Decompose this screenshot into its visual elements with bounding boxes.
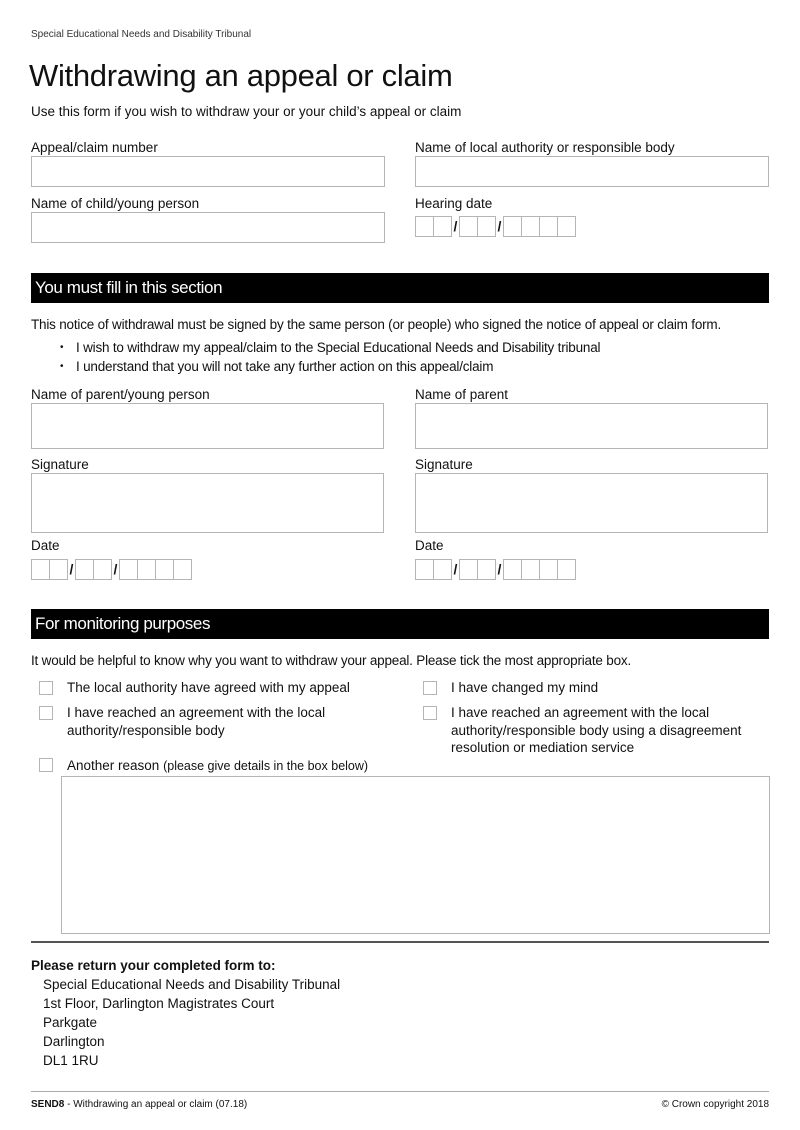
signature-field[interactable]	[31, 473, 384, 533]
date-label: Date	[31, 538, 60, 553]
second-date-label: Date	[415, 538, 444, 553]
date-digit-box[interactable]	[155, 559, 174, 580]
option-la-agreed-label: The local authority have agreed with my appeal	[67, 680, 350, 695]
local-authority-field[interactable]	[415, 156, 769, 187]
return-address	[43, 975, 340, 1070]
date-digit-box[interactable]	[503, 216, 522, 237]
date-year	[503, 559, 576, 580]
date-digit-box[interactable]	[137, 559, 156, 580]
section2-intro: It would be helpful to know why you want to withdraw your appeal. Please tick the most appropriate box.	[31, 653, 631, 668]
parent-name-field[interactable]	[31, 403, 384, 449]
option-another-reason-note: (please give details in the box below)	[163, 759, 369, 773]
bullet-item	[60, 359, 493, 374]
hearing-date-year	[503, 216, 576, 237]
footer-form-reference	[31, 1099, 247, 1110]
signature-label: Signature	[31, 457, 89, 472]
date-digit-box[interactable]	[557, 559, 576, 580]
bullet-item	[60, 340, 600, 355]
date-separator: /	[113, 561, 118, 577]
date-day	[415, 559, 452, 580]
date-digit-box[interactable]	[119, 559, 138, 580]
checkbox-agreement-reached[interactable]	[39, 706, 53, 720]
second-signature-field[interactable]	[415, 473, 768, 533]
date-digit-box[interactable]	[539, 559, 558, 580]
section1-intro: This notice of withdrawal must be signed by the same person (or people) who signed the notice of appeal or claim form.	[31, 317, 722, 332]
date-digit-box[interactable]	[521, 216, 540, 237]
address-line: DL1 1RU	[43, 1053, 99, 1068]
bullet-icon: •	[60, 342, 64, 353]
date-digit-box[interactable]	[415, 216, 434, 237]
date-digit-box[interactable]	[173, 559, 192, 580]
date-separator: /	[69, 561, 74, 577]
page-subtitle: Use this form if you wish to withdraw your or your child’s appeal or claim	[31, 104, 462, 119]
organisation-name: Special Educational Needs and Disability Tribunal	[31, 29, 252, 40]
option-changed-mind-label: I have changed my mind	[451, 680, 599, 695]
address-line: Darlington	[43, 1034, 105, 1049]
date-day	[31, 559, 68, 580]
date-digit-box[interactable]	[459, 216, 478, 237]
date-digit-box[interactable]	[503, 559, 522, 580]
address-line: Special Educational Needs and Disability Tribunal	[43, 977, 341, 992]
date-digit-box[interactable]	[433, 559, 452, 580]
date-digit-box[interactable]	[521, 559, 540, 580]
bullet-icon: •	[60, 361, 64, 372]
option-another-reason-label	[67, 757, 467, 776]
appeal-number-field[interactable]	[31, 156, 385, 187]
checkbox-another-reason[interactable]	[39, 758, 53, 772]
page-title: Withdrawing an appeal or claim	[29, 58, 453, 93]
date-digit-box[interactable]	[93, 559, 112, 580]
form-code: SEND8	[31, 1099, 65, 1110]
hearing-date-label: Hearing date	[415, 196, 493, 211]
section-divider	[31, 941, 769, 943]
return-heading: Please return your completed form to:	[31, 958, 276, 973]
footer-divider	[31, 1091, 769, 1092]
hearing-date-month	[459, 216, 496, 237]
date-separator: /	[497, 561, 502, 577]
option-agreement-reached-label: I have reached an agreement with the local authority/responsible body	[67, 705, 326, 738]
date-digit-box[interactable]	[477, 216, 496, 237]
date-digit-box[interactable]	[433, 216, 452, 237]
parent-name-label: Name of parent/young person	[31, 387, 210, 402]
date-separator: /	[497, 218, 502, 234]
appeal-number-label: Appeal/claim number	[31, 140, 158, 155]
date-year	[119, 559, 192, 580]
date-digit-box[interactable]	[75, 559, 94, 580]
section-heading-monitoring: For monitoring purposes	[31, 609, 769, 639]
bullet-text: I understand that you will not take any further action on this appeal/claim	[76, 359, 494, 374]
footer-copyright: © Crown copyright 2018	[661, 1099, 769, 1110]
checkbox-mediation-agreement[interactable]	[423, 706, 437, 720]
second-parent-name-field[interactable]	[415, 403, 768, 449]
date-digit-box[interactable]	[459, 559, 478, 580]
bullet-text: I wish to withdraw my appeal/claim to the Special Educational Needs and Disability tribunal	[76, 340, 601, 355]
address-line: Parkgate	[43, 1015, 98, 1030]
local-authority-label: Name of local authority or responsible body	[415, 140, 675, 155]
child-name-field[interactable]	[31, 212, 385, 243]
date-digit-box[interactable]	[539, 216, 558, 237]
checkbox-la-agreed[interactable]	[39, 681, 53, 695]
date-month	[75, 559, 112, 580]
second-signature-date-field	[415, 559, 576, 580]
child-name-label: Name of child/young person	[31, 196, 200, 211]
date-digit-box[interactable]	[31, 559, 50, 580]
option-mediation-agreement-label: I have reached an agreement with the local authority/responsible body using a disagreement resolution or mediation service	[451, 705, 742, 755]
form-title: - Withdrawing an appeal or claim (07.18)	[64, 1099, 248, 1110]
signature-date-field	[31, 559, 192, 580]
second-signature-label: Signature	[415, 457, 473, 472]
other-reason-details-field[interactable]	[61, 776, 770, 934]
hearing-date-day	[415, 216, 452, 237]
date-separator: /	[453, 218, 458, 234]
date-digit-box[interactable]	[477, 559, 496, 580]
hearing-date-field	[415, 216, 576, 237]
checkbox-changed-mind[interactable]	[423, 681, 437, 695]
second-parent-name-label: Name of parent	[415, 387, 509, 402]
option-another-reason-text: Another reason	[67, 758, 160, 773]
date-digit-box[interactable]	[49, 559, 68, 580]
date-digit-box[interactable]	[415, 559, 434, 580]
date-digit-box[interactable]	[557, 216, 576, 237]
section-heading-must-fill: You must fill in this section	[31, 273, 769, 303]
address-line: 1st Floor, Darlington Magistrates Court	[43, 996, 275, 1011]
date-month	[459, 559, 496, 580]
date-separator: /	[453, 561, 458, 577]
